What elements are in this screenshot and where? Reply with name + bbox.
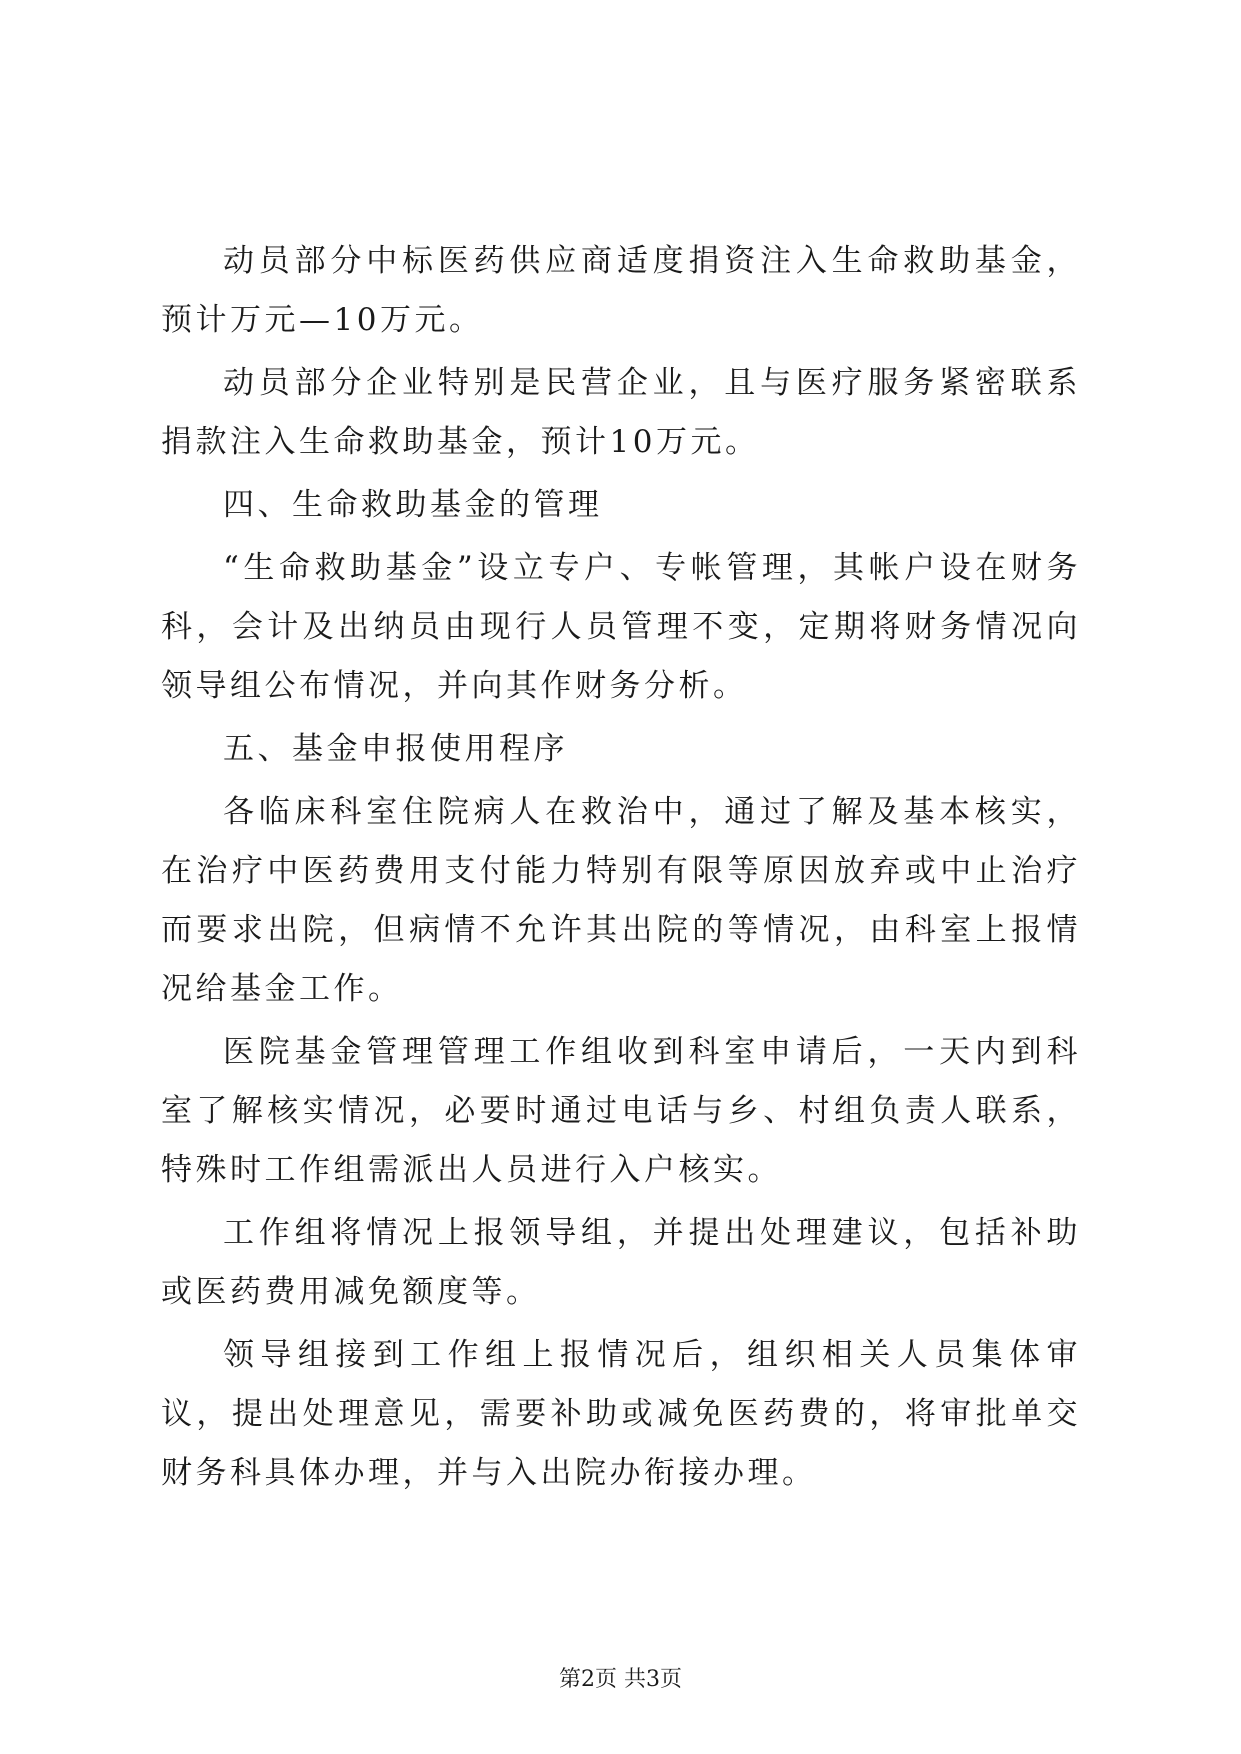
paragraph: 医院基金管理管理工作组收到科室申请后，一天内到科室了解核实情况，必要时通过电话与乡、村组负责人联系，特殊时工作组需派出人员进行入户核实。 — [161, 1034, 1081, 1188]
paragraph: 工作组将情况上报领导组，并提出处理建议，包括补助或医药费用减免额度等。 — [161, 1215, 1081, 1310]
document-body — [161, 232, 1081, 1503]
paragraph: 领导组接到工作组上报情况后，组织相关人员集体审议，提出处理意见，需要补助或减免医药费的，将审批单交财务科具体办理，并与入出院办衔接办理。 — [161, 1337, 1081, 1491]
section-heading: 四、生命救助基金的管理 — [223, 487, 603, 523]
paragraph: 动员部分中标医药供应商适度捐资注入生命救助基金，预计万元—10万元。 — [161, 243, 1081, 338]
section-heading: 五、基金申报使用程序 — [223, 731, 568, 767]
paragraph: 各临床科室住院病人在救治中，通过了解及基本核实，在治疗中医药费用支付能力特别有限等原因放弃或中止治疗而要求出院，但病情不允许其出院的等情况，由科室上报情况给基金工作。 — [161, 794, 1081, 1007]
paragraph: 动员部分企业特别是民营企业，且与医疗服务紧密联系捐款注入生命救助基金，预计10万元。 — [161, 365, 1081, 460]
paragraph: “生命救助基金”设立专户、专帐管理，其帐户设在财务科，会计及出纳员由现行人员管理不变，定期将财务情况向领导组公布情况，并向其作财务分析。 — [161, 550, 1081, 704]
page-number-footer: 第2页 共3页 — [559, 1667, 682, 1692]
